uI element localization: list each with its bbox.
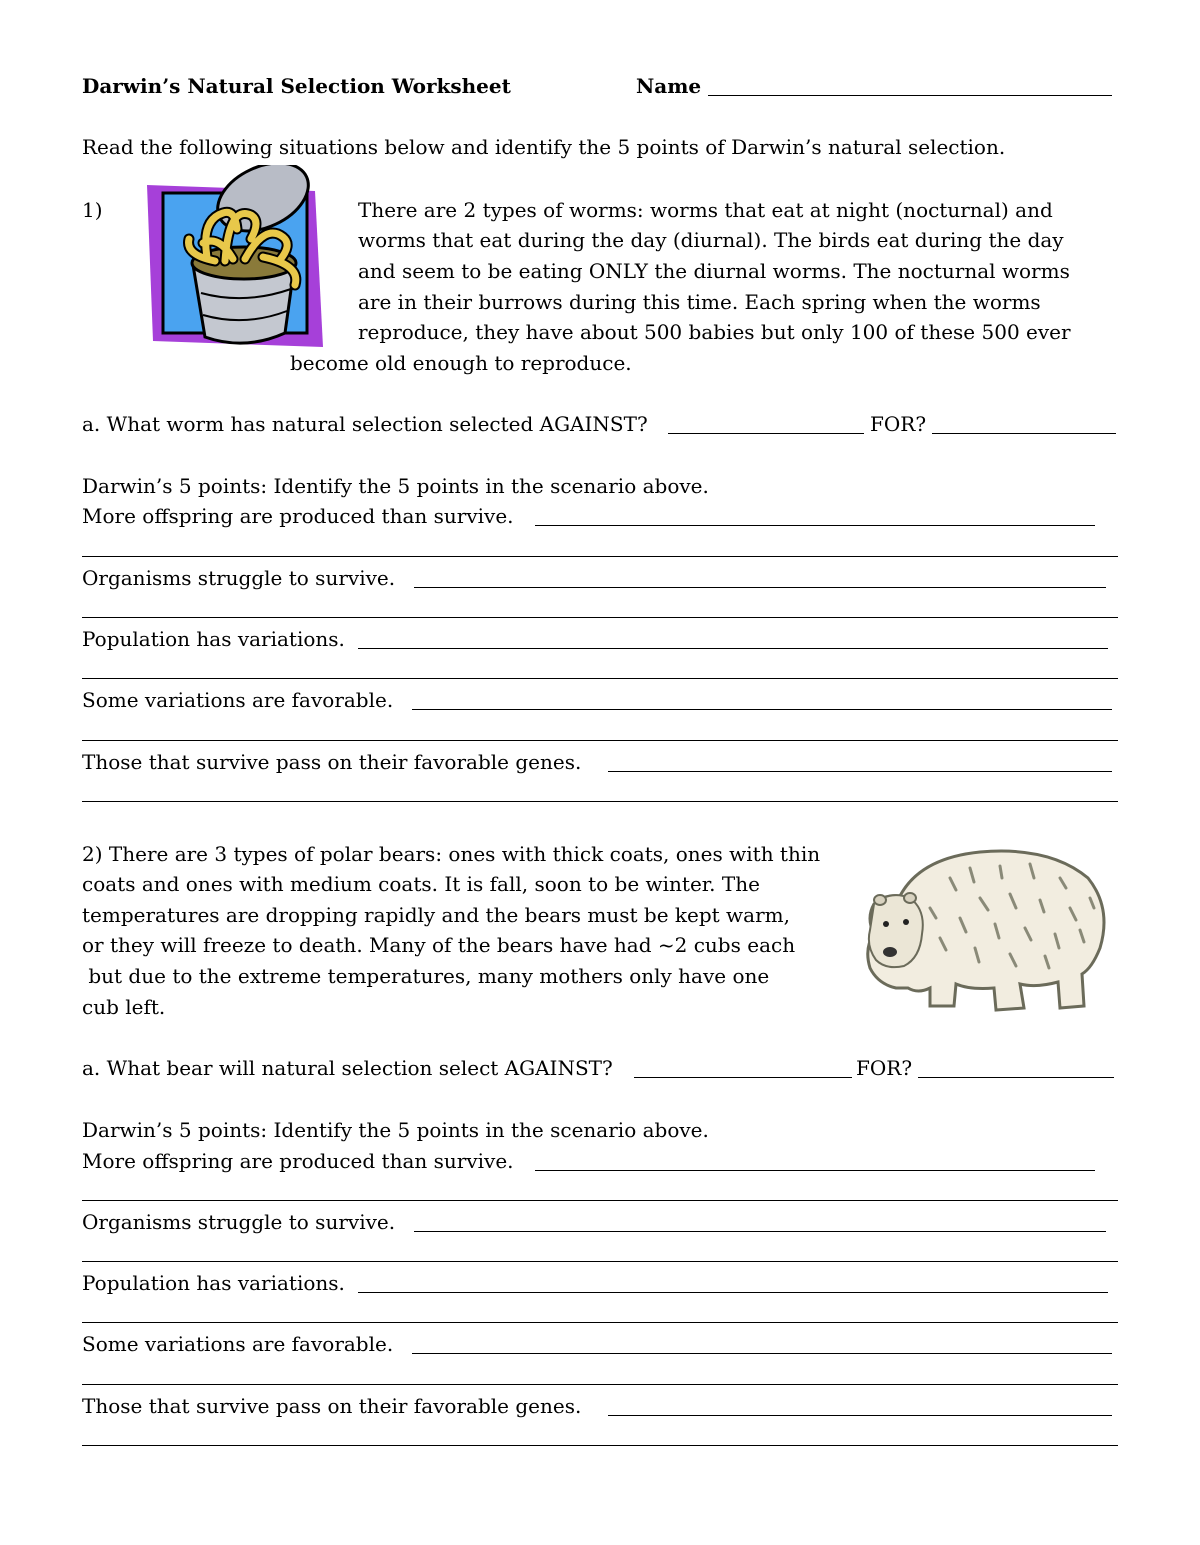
q1-text-line: reproduce, they have about 500 babies but only 100 of these 500 ever: [358, 320, 1071, 344]
q2-point-4-answer-extra[interactable]: [82, 1384, 1118, 1385]
q1-point-2-answer[interactable]: [414, 587, 1106, 588]
q2-points-heading: Darwin’s 5 points: Identify the 5 points in the scenario above.: [82, 1118, 709, 1142]
name-label: Name: [636, 74, 702, 98]
q1-point-3-answer[interactable]: [358, 648, 1108, 649]
name-field[interactable]: [708, 95, 1112, 96]
q1-point-5-answer-extra[interactable]: [82, 801, 1118, 802]
q2-text-line: but due to the extreme temperatures, many mothers only have one: [82, 964, 770, 988]
q2-point-4-answer[interactable]: [412, 1353, 1112, 1354]
q2-question-a: a. What bear will natural selection select AGAINST?: [82, 1056, 613, 1080]
q1-point-1-answer[interactable]: [535, 525, 1095, 526]
q2-point-2: Organisms struggle to survive.: [82, 1210, 396, 1234]
q1-question-a: a. What worm has natural selection selected AGAINST?: [82, 412, 648, 436]
polar-bear-icon: [860, 838, 1110, 1016]
q2-text-line: coats and ones with medium coats. It is fall, soon to be winter. The: [82, 872, 760, 896]
q1-point-2: Organisms struggle to survive.: [82, 566, 396, 590]
q1-against-answer[interactable]: [668, 433, 864, 434]
worms-in-can-icon: [145, 165, 335, 350]
q2-point-4: Some variations are favorable.: [82, 1332, 394, 1356]
q1-text-line: worms that eat during the day (diurnal). The birds eat during the day: [358, 228, 1064, 252]
q1-points-heading: Darwin’s 5 points: Identify the 5 points in the scenario above.: [82, 474, 709, 498]
q2-point-3-answer-extra[interactable]: [82, 1322, 1118, 1323]
q2-point-5: Those that survive pass on their favorable genes.: [82, 1394, 582, 1418]
q1-point-3-answer-extra[interactable]: [82, 678, 1118, 679]
q1-point-3: Population has variations.: [82, 627, 345, 651]
q1-point-5: Those that survive pass on their favorable genes.: [82, 750, 582, 774]
q2-point-2-answer[interactable]: [414, 1231, 1106, 1232]
q1-point-1: More offspring are produced than survive.: [82, 504, 514, 528]
q2-text-line: 2) There are 3 types of polar bears: ones with thick coats, ones with thin: [82, 842, 821, 866]
q1-text-line: There are 2 types of worms: worms that eat at night (nocturnal) and: [358, 198, 1053, 222]
q2-point-5-answer-extra[interactable]: [82, 1445, 1118, 1446]
q2-text-line: cub left.: [82, 995, 166, 1019]
q2-text-line: or they will freeze to death. Many of the bears have had ~2 cubs each: [82, 933, 796, 957]
worksheet-title: Darwin’s Natural Selection Worksheet: [82, 74, 511, 98]
q2-for-answer[interactable]: [918, 1077, 1114, 1078]
q2-point-1: More offspring are produced than survive.: [82, 1149, 514, 1173]
question-1-number: 1): [82, 198, 103, 222]
q1-point-4-answer[interactable]: [412, 709, 1112, 710]
q1-point-1-answer-extra[interactable]: [82, 556, 1118, 557]
q2-against-answer[interactable]: [634, 1077, 852, 1078]
q1-text-line: are in their burrows during this time. Each spring when the worms: [358, 290, 1041, 314]
q1-point-4-answer-extra[interactable]: [82, 740, 1118, 741]
instructions: Read the following situations below and identify the 5 points of Darwin’s natural selection.: [82, 135, 1006, 159]
q1-text-line: become old enough to reproduce.: [290, 351, 632, 375]
q1-point-2-answer-extra[interactable]: [82, 617, 1118, 618]
q2-for-label: FOR?: [856, 1056, 913, 1080]
q2-point-1-answer-extra[interactable]: [82, 1200, 1118, 1201]
q2-point-2-answer-extra[interactable]: [82, 1261, 1118, 1262]
q2-point-5-answer[interactable]: [608, 1415, 1112, 1416]
q1-text-line: and seem to be eating ONLY the diurnal worms. The nocturnal worms: [358, 259, 1070, 283]
q2-point-3: Population has variations.: [82, 1271, 345, 1295]
q2-point-3-answer[interactable]: [358, 1292, 1108, 1293]
q2-point-1-answer[interactable]: [535, 1170, 1095, 1171]
q1-for-answer[interactable]: [932, 433, 1116, 434]
q1-point-4: Some variations are favorable.: [82, 688, 394, 712]
q2-text-line: temperatures are dropping rapidly and the bears must be kept warm,: [82, 903, 790, 927]
q1-point-5-answer[interactable]: [608, 771, 1112, 772]
bear-head: [869, 895, 923, 967]
q1-for-label: FOR?: [870, 412, 927, 436]
